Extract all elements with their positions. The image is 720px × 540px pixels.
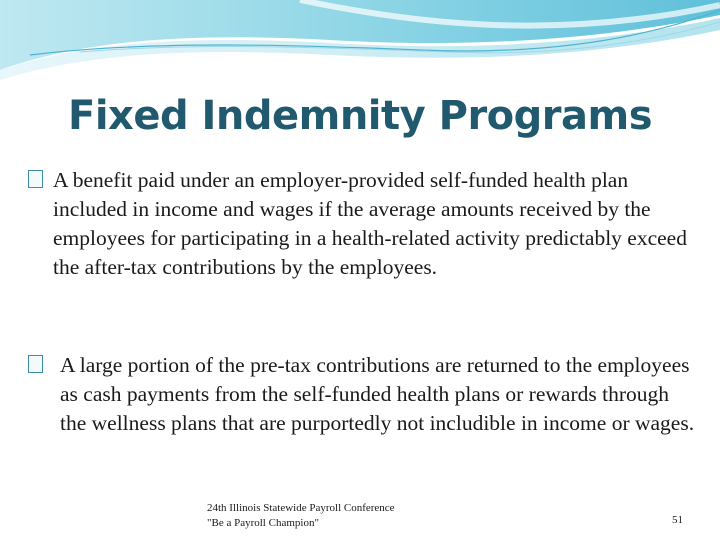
slide-title: Fixed Indemnity Programs [68, 93, 652, 139]
bullet-marker-icon [28, 170, 43, 188]
page-number: 51 [672, 514, 683, 526]
bullet-marker-icon [28, 355, 43, 373]
bullet-text: A benefit paid under an employer-provided self-funded health plan included in income and wages if the average amounts received by the employees for participating in a health-related activity predictably exceed the after-tax contributions by the employees. [53, 168, 687, 279]
footer-tagline: "Be a Payroll Champion" [207, 516, 319, 529]
footer-conference-name: 24th Illinois Statewide Payroll Conference [207, 502, 395, 514]
footer [207, 501, 395, 530]
bullet-item [28, 351, 698, 438]
bullet-text: A large portion of the pre-tax contributions are returned to the employees as cash payments from the self-funded health plans or rewards through the wellness plans that are purportedly not includible in income or wages. [60, 353, 695, 435]
bullet-item [28, 166, 698, 282]
